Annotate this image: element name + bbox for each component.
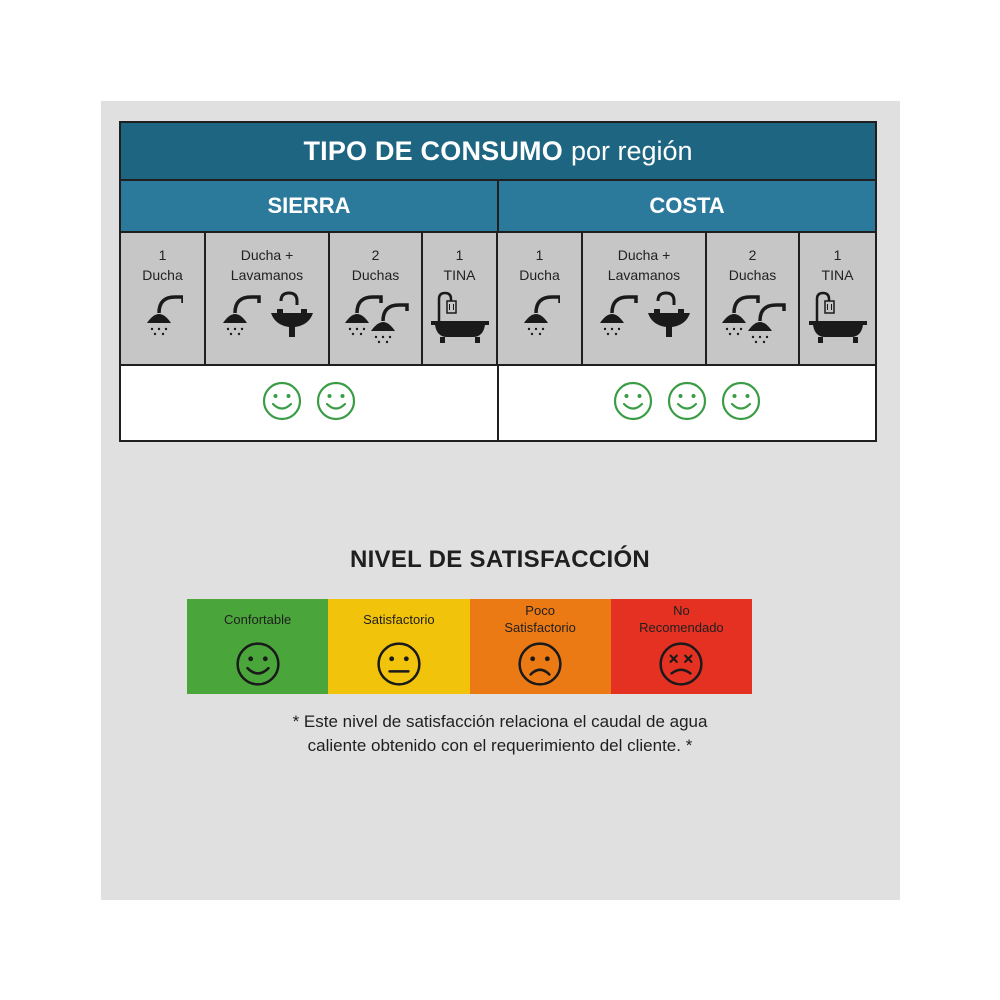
shower-and-sink-icon [221,291,313,346]
two-showers-icon [343,291,409,356]
satisfaction-row [121,366,875,440]
legend-label: Poco Satisfactorio [504,603,576,635]
region-header-row [121,181,875,233]
option-costa-1-tina: 1 TINA [800,233,875,364]
smiley-face-icon [720,380,762,427]
legend-no-recomendado [611,599,752,694]
satisfaction-legend [187,599,752,694]
bathtub-icon [809,291,867,352]
legend-confortable [187,599,328,694]
option-sierra-1-tina: 1 TINA [423,233,498,364]
bathtub-icon [431,291,489,352]
region-sierra-header: SIERRA [121,181,497,231]
option-costa-1-ducha: 1 Ducha [498,233,583,364]
consumption-options-row [121,233,875,366]
shower-icon [520,291,560,346]
option-costa-ducha-lavamanos: Ducha + Lavamanos [583,233,707,364]
dizzy-face-icon [658,641,704,692]
smiley-face-icon [261,380,303,427]
legend-poco-satisfactorio [470,599,611,694]
legend-satisfactorio [328,599,469,694]
happy-face-icon [235,641,281,692]
option-costa-2-duchas: 2 Duchas [707,233,800,364]
table-title: TIPO DE CONSUMO por región [121,123,875,181]
legend-label: Satisfactorio [363,611,435,627]
smiley-face-icon [315,380,357,427]
legend-label: No Recomendado [639,603,724,635]
neutral-face-icon [376,641,422,692]
option-sierra-2-duchas: 2 Duchas [330,233,423,364]
sierra-satisfaction [121,366,497,440]
footnote: * Este nivel de satisfacción relaciona el caudal de agua caliente obtenido con el requerimiento del cliente. * [292,712,708,755]
shower-and-sink-icon [598,291,690,346]
sad-face-icon [517,641,563,692]
smiley-face-icon [612,380,654,427]
costa-satisfaction [497,366,875,440]
option-sierra-ducha-lavamanos: Ducha + Lavamanos [206,233,330,364]
region-costa-header: COSTA [497,181,875,231]
two-showers-icon [720,291,786,356]
smiley-face-icon [666,380,708,427]
legend-label: Confortable [224,611,292,627]
shower-icon [143,291,183,346]
consumption-table [119,121,877,442]
option-sierra-1-ducha: 1 Ducha [121,233,206,364]
legend-title: NIVEL DE SATISFACCIÓN [349,546,651,573]
